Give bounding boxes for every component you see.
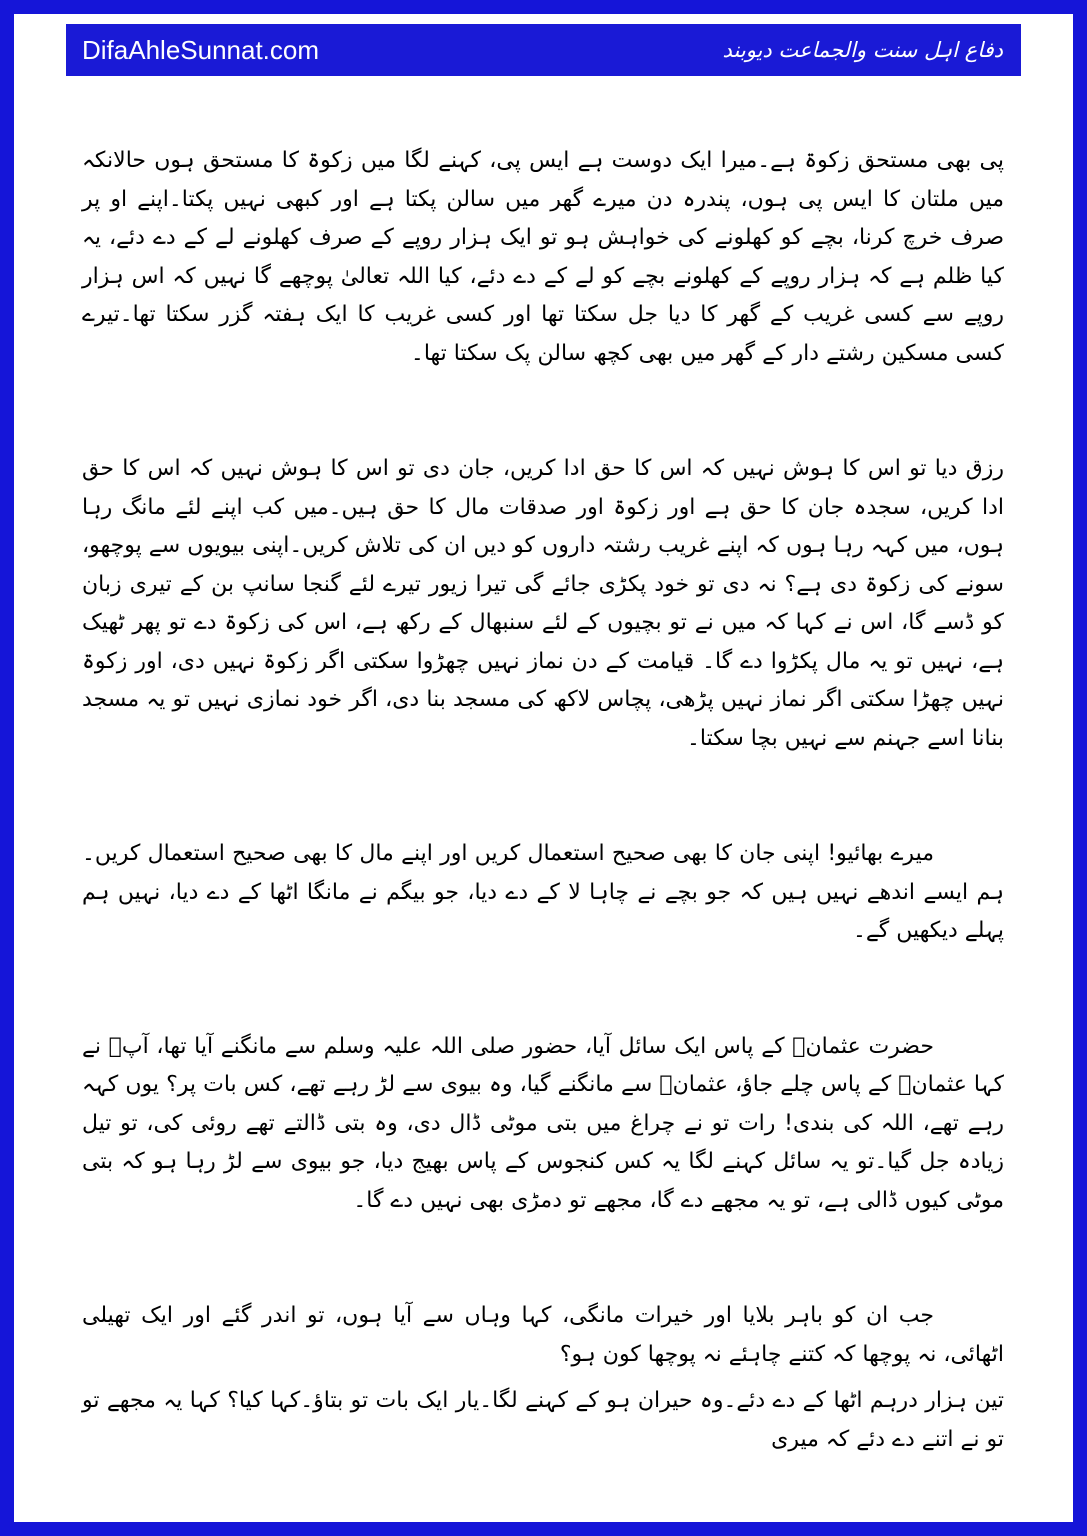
page xyxy=(14,14,1073,1522)
site-title: دفاع اہل سنت والجماعت دیوبند xyxy=(722,38,1003,62)
header-banner xyxy=(66,24,1021,76)
paragraph: حضرت عثمانؓ کے پاس ایک سائل آیا، حضور صلی اللہ علیہ وسلم سے مانگنے آیا تھا، آپؐ نے کہا عثمانؓ کے پاس چلے جاؤ، عثمانؓ سے مانگنے گیا، وہ بیوی سے لڑ رہے تھے، کس بات پر؟ یوں کہہ رہے تھے، اللہ کی بندی! رات تو نے چراغ میں بتی موٹی ڈال دی، وہ بتی ڈالتے تھے روئی کی، تو تیل زیادہ جل گیا۔تو یہ سائل کہنے لگا یہ کس کنجوس کے پاس بھیج دیا، جو بیوی سے لڑ رہا ہو کہ بتی موٹی کیوں ڈالی ہے، تو یہ مجھے دے گا، مجھے تو دمڑی بھی نہیں دے گا۔ xyxy=(82,1033,1004,1213)
paragraph: رزق دیا تو اس کا ہوش نہیں کہ اس کا حق ادا کریں، جان دی تو اس کا ہوش نہیں کہ اس کا حق ادا کریں، سجدہ جان کا حق ہے اور زکوۃ اور صدقات مال کا حق ہیں۔میں کب اپنے لئے مانگ رہا ہوں، میں کہہ رہا ہوں کہ اپنے غریب رشتہ داروں کو دیں ان کی تلاش کریں۔اپنی بیویوں سے پوچھو، سونے کی زکوۃ دی ہے؟ نہ دی تو خود پکڑی جائے گی تیرا زیور تیرے لئے گنجا سانپ بن کے تیری زبان کو ڈسے گا، اس نے کہا کہ میں نے تو بچیوں کے لئے سنبھال کے رکھ ہے، اس کی زکوۃ دے تو پھر ٹھیک ہے، نہیں تو یہ مال پکڑوا دے گا۔ قیامت کے دن نماز نہیں چھڑوا سکتی اگر زکوۃ نہیں دی، اور زکوۃ نہیں چھڑا سکتی اگر نماز نہیں پڑھی، پچاس لاکھ کی مسجد بنا دی، اگر خود نمازی نہیں تو یہ مسجد بنانا اسے جہنم سے نہیں بچا سکتا۔ xyxy=(82,456,1005,751)
site-url[interactable]: DifaAhleSunnat.com xyxy=(82,35,320,65)
article-body xyxy=(82,142,1004,1459)
paragraph: میرے بھائیو! اپنی جان کا بھی صحیح استعمال کریں اور اپنے مال کا بھی صحیح استعمال کریں۔ہم ایسے اندھے نہیں ہیں کہ جو بچے نے چاہا لا کے دے دیا، جو بیگم نے مانگا اٹھا کے دے دیا، نہیں ہم پہلے دیکھیں گے۔ xyxy=(82,841,1004,943)
paragraph: جب ان کو باہر بلایا اور خیرات مانگی، کہا وہاں سے آیا ہوں، تو اندر گئے اور ایک تھیلی اٹھائی، نہ پوچھا کہ کتنے چاہئے نہ پوچھا کون ہو؟ xyxy=(82,1303,1004,1367)
paragraph: تین ہزار درہم اٹھا کے دے دئے۔وہ حیران ہو کے کہنے لگا۔یار ایک بات تو بتاؤ۔کہا کیا؟ کہا یہ مجھے تو تو نے اتنے دے دئے کہ میری xyxy=(82,1388,1004,1452)
paragraph: پی بھی مستحق زکوۃ ہے۔میرا ایک دوست ہے ایس پی، کہنے لگا میں زکوۃ کا مستحق ہوں حالانکہ میں ملتان کا ایس پی ہوں، پندرہ دن میرے گھر میں سالن پکتا ہے اور کبھی نہیں پکتا۔اپنے او پر صرف خرچ کرنا، بچے کو کھلونے کی خواہش ہو تو ایک ہزار روپے کے صرف کھلونے لے کے دے دئے، یہ کیا ظلم ہے کہ ہزار روپے کے کھلونے بچے کو لے کے دے دئے، کیا اللہ تعالیٰ پوچھے گا نہیں کہ اس ہزار روپے سے کسی غریب کے گھر کا دیا جل سکتا تھا اور کسی غریب کا ایک ہفتہ گزر سکتا تھا۔تیرے کسی مسکین رشتے دار کے گھر میں بھی کچھ سالن پک سکتا تھا۔ xyxy=(82,148,1004,366)
